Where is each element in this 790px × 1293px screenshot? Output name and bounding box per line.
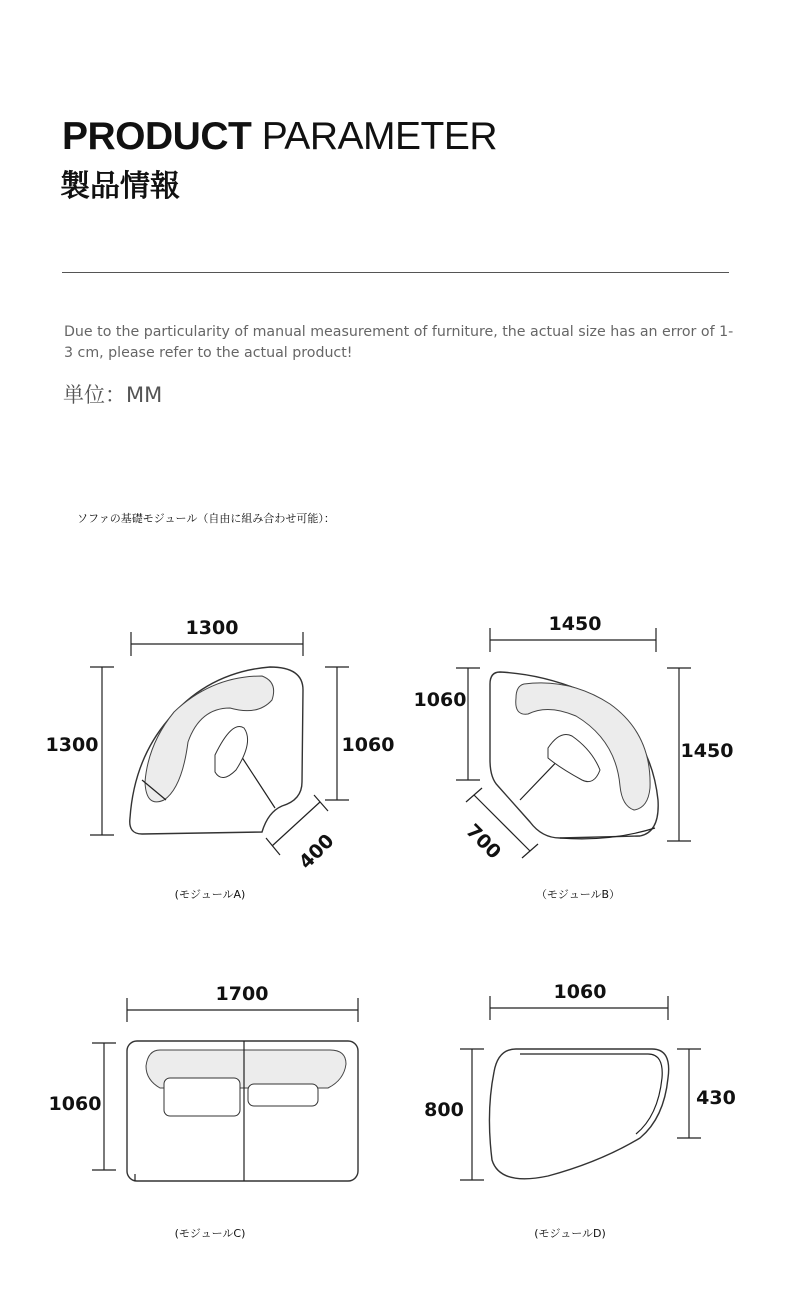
module-a-depth-label: 1300 — [45, 734, 99, 756]
module-b-depth-label: 1060 — [413, 689, 467, 711]
section-title: ソファの基礎モジュール（自由に組み合わせ可能）： — [77, 512, 335, 525]
module-c-caption: (モジュールC) — [174, 1227, 246, 1240]
module-a-sofa-outline — [130, 667, 303, 834]
module-c-depth-label: 1060 — [48, 1093, 102, 1115]
module-b-sofa-outline — [490, 672, 658, 839]
module-d-caption: (モジュールD) — [534, 1227, 606, 1240]
module-a-diagram — [46, 617, 395, 874]
module-b-diagonal-label: 700 — [461, 819, 506, 864]
module-a-caption: (モジュールA) — [174, 888, 246, 901]
module-b-caption: （モジュールB） — [535, 888, 621, 901]
module-a-side-label: 1060 — [341, 734, 395, 756]
module-a-width-label: 1300 — [185, 617, 239, 639]
module-d-ottoman-outline — [489, 1049, 668, 1179]
measurement-disclaimer: Due to the particularity of manual measurement of furniture, the actual size has an error of 1-3 cm, please refer to the actual product! — [64, 324, 734, 361]
module-a-diagonal-label: 400 — [294, 829, 339, 874]
module-d-width-label: 1060 — [553, 981, 607, 1003]
module-d-side-label: 430 — [696, 1087, 736, 1109]
module-d-diagram — [424, 981, 736, 1180]
title-bold: PRODUCT — [62, 115, 252, 158]
module-b-side-label: 1450 — [680, 740, 734, 762]
page-subtitle: 製品情報 — [60, 169, 180, 204]
module-b-diagram — [414, 613, 734, 864]
module-c-diagram — [49, 983, 358, 1181]
module-d-depth-label: 800 — [424, 1099, 464, 1121]
unit-label: 単位：MM — [63, 383, 163, 407]
module-c-sofa-outline — [127, 1041, 358, 1181]
title-light: PARAMETER — [261, 115, 497, 158]
module-b-left-dimension-line — [456, 668, 480, 780]
module-b-width-label: 1450 — [548, 613, 602, 635]
module-c-width-label: 1700 — [215, 983, 269, 1005]
